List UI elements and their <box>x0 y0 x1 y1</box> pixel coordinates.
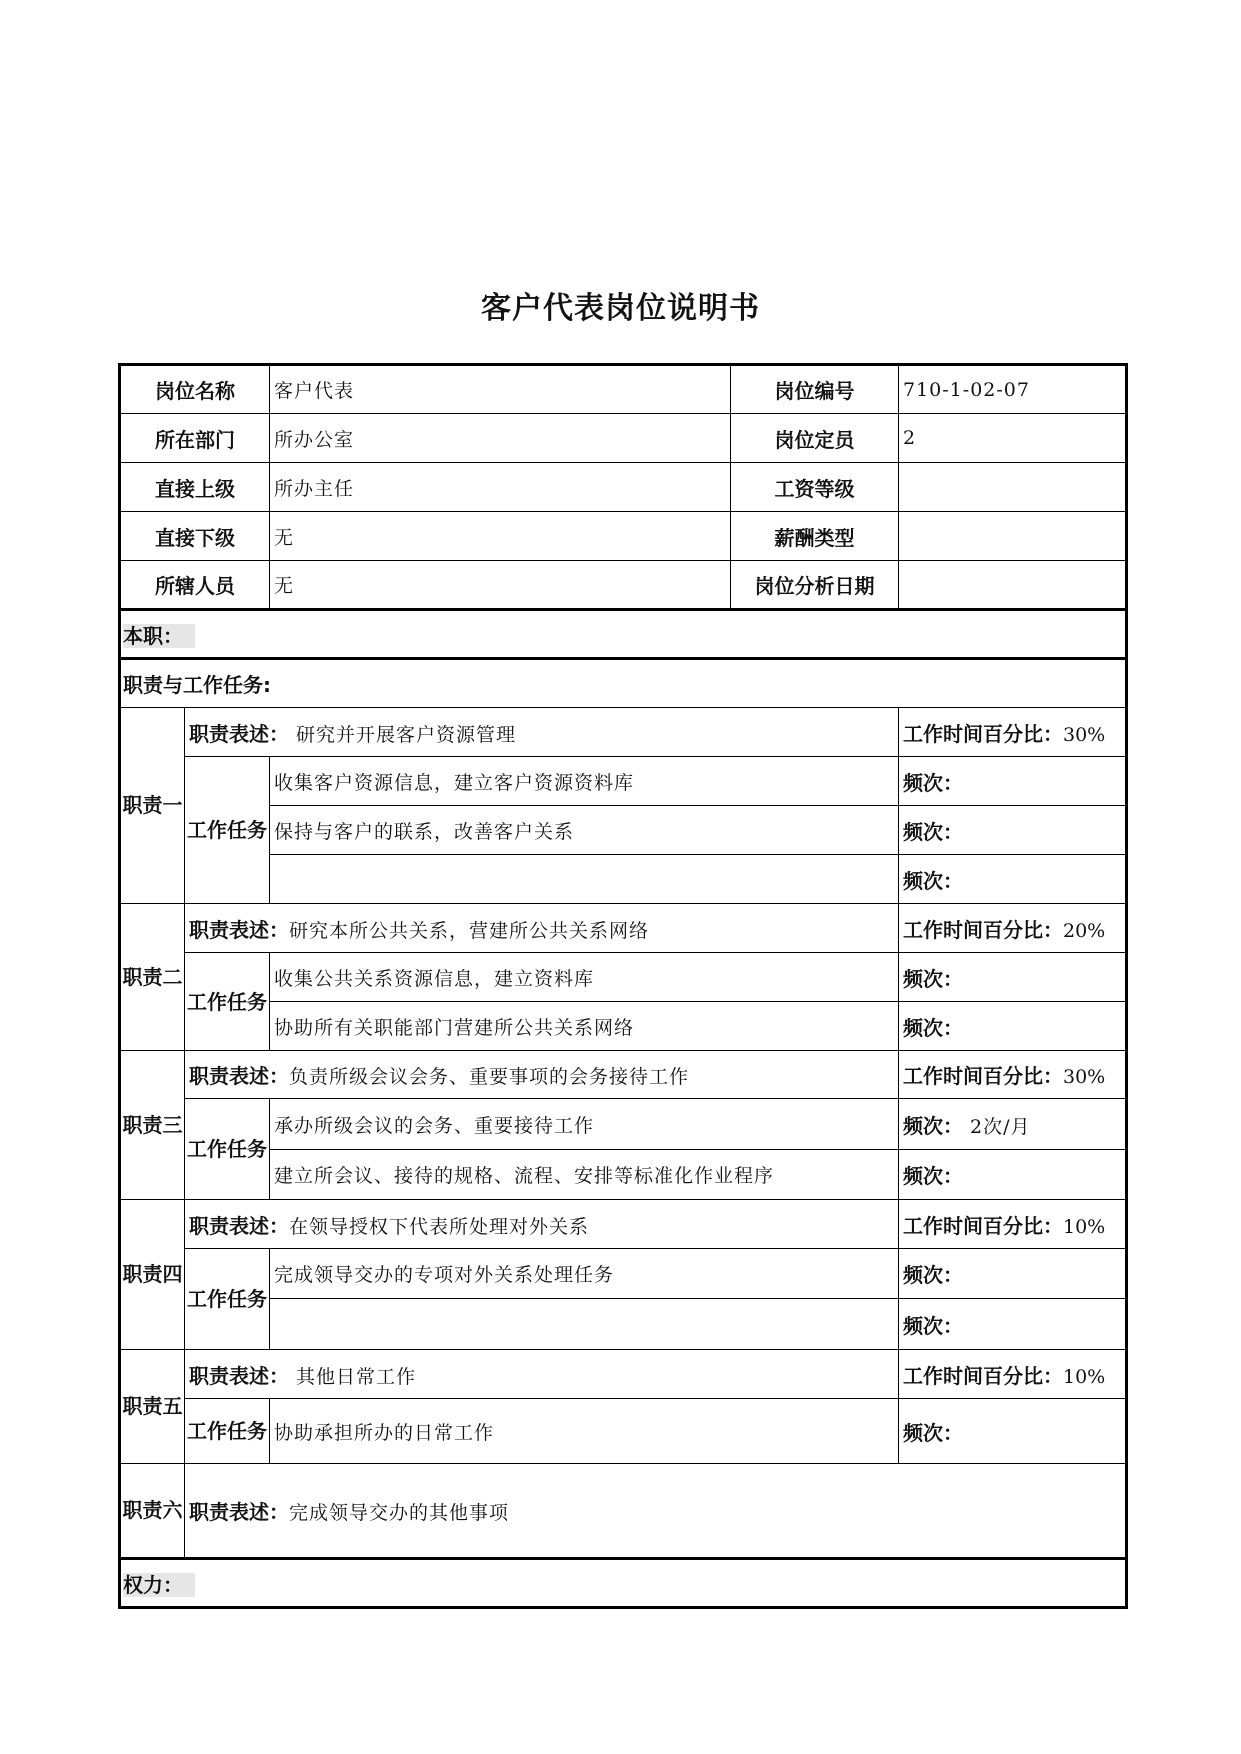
task-frequency <box>899 1249 1127 1299</box>
task-frequency <box>899 806 1127 855</box>
freq-key: 频次： <box>903 1113 963 1138</box>
section-benzhi-label: 本职： <box>123 624 195 648</box>
duty-description <box>185 708 899 757</box>
task-row <box>120 806 1127 855</box>
duty-description <box>185 1200 899 1249</box>
pct-key: 工作时间百分比： <box>903 917 1063 942</box>
freq-key: 频次： <box>903 1015 963 1040</box>
label-position-code: 岗位编号 <box>731 365 899 414</box>
document-title: 客户代表岗位说明书 <box>481 291 760 326</box>
duty-side-label: 职责一 <box>120 708 185 904</box>
duty-desc-text: 在领导授权下代表所处理对外关系 <box>289 1215 590 1238</box>
value-position-code: 710-1-02-07 <box>899 365 1127 414</box>
task-row <box>120 1002 1127 1051</box>
task-row <box>120 1099 1127 1150</box>
value-headcount: 2 <box>899 414 1127 463</box>
label-department: 所在部门 <box>120 414 270 463</box>
value-salary-grade <box>899 463 1127 512</box>
section-row <box>120 610 1127 659</box>
task-text: 协助所有关职能部门营建所公共关系网络 <box>270 1002 899 1051</box>
task-frequency <box>899 1002 1127 1051</box>
duty-side-label: 职责三 <box>120 1051 185 1200</box>
duty-desc-row <box>120 708 1127 757</box>
task-row <box>120 757 1127 806</box>
duty-description <box>185 1350 899 1399</box>
freq-key: 频次： <box>903 868 963 893</box>
info-row <box>120 512 1127 561</box>
duty-desc-key: 职责表述： <box>189 1500 289 1524</box>
task-row <box>120 1150 1127 1200</box>
pct-value: 20% <box>1063 919 1106 942</box>
value-position-name: 客户代表 <box>270 365 731 414</box>
duty-desc-text: 其他日常工作 <box>289 1365 417 1388</box>
duty-percent <box>899 708 1127 757</box>
section-benzhi <box>120 610 1127 659</box>
label-direct-subordinate: 直接下级 <box>120 512 270 561</box>
task-side-label: 工作任务 <box>185 953 270 1051</box>
info-row <box>120 365 1127 414</box>
duty-desc-key: 职责表述： <box>189 917 289 942</box>
duty-side-label: 职责四 <box>120 1200 185 1350</box>
task-row <box>120 1249 1127 1299</box>
duty-desc-text: 研究本所公共关系，营建所公共关系网络 <box>289 919 650 942</box>
label-headcount: 岗位定员 <box>731 414 899 463</box>
label-position-name: 岗位名称 <box>120 365 270 414</box>
task-row <box>120 953 1127 1002</box>
value-pay-type <box>899 512 1127 561</box>
pct-value: 10% <box>1063 1215 1106 1238</box>
section-row <box>120 1559 1127 1608</box>
duty-side-label: 职责六 <box>120 1464 185 1559</box>
duty-desc-key: 职责表述： <box>189 1064 289 1088</box>
duty-side-label: 职责二 <box>120 904 185 1051</box>
duty-side-label: 职责五 <box>120 1350 185 1464</box>
freq-key: 频次： <box>903 1420 963 1445</box>
task-frequency <box>899 1150 1127 1200</box>
task-frequency <box>899 757 1127 806</box>
task-text: 协助承担所办的日常工作 <box>270 1399 899 1464</box>
duty-desc-text: 研究并开展客户资源管理 <box>289 723 517 746</box>
freq-key: 频次： <box>903 770 963 795</box>
label-direct-superior: 直接上级 <box>120 463 270 512</box>
duty-desc-key: 职责表述： <box>189 1213 289 1238</box>
task-frequency <box>899 953 1127 1002</box>
value-staff: 无 <box>270 561 731 610</box>
pct-key: 工作时间百分比： <box>903 1213 1063 1238</box>
info-row <box>120 463 1127 512</box>
task-side-label: 工作任务 <box>185 1399 270 1464</box>
task-frequency <box>899 1399 1127 1464</box>
label-staff: 所辖人员 <box>120 561 270 610</box>
pct-key: 工作时间百分比： <box>903 1363 1063 1388</box>
task-frequency <box>899 855 1127 904</box>
duty-desc-row <box>120 1051 1127 1099</box>
task-frequency <box>899 1299 1127 1350</box>
task-row <box>120 1299 1127 1350</box>
duty-desc-key: 职责表述： <box>189 1363 289 1388</box>
task-frequency <box>899 1099 1127 1150</box>
duty-desc-text: 完成领导交办的其他事项 <box>289 1502 510 1524</box>
task-text: 收集公共关系资源信息，建立资料库 <box>270 953 899 1002</box>
task-text: 建立所会议、接待的规格、流程、安排等标准化作业程序 <box>270 1150 899 1200</box>
value-direct-superior: 所办主任 <box>270 463 731 512</box>
freq-key: 频次： <box>903 1263 963 1287</box>
section-duties-header: 职责与工作任务: <box>120 659 1127 708</box>
duty-desc-row <box>120 1350 1127 1399</box>
duty-description <box>185 1051 899 1099</box>
label-salary-grade: 工资等级 <box>731 463 899 512</box>
task-text <box>270 855 899 904</box>
duty-desc-key: 职责表述： <box>189 721 289 746</box>
label-pay-type: 薪酬类型 <box>731 512 899 561</box>
task-side-label: 工作任务 <box>185 757 270 904</box>
duty-percent <box>899 1350 1127 1399</box>
duty-desc-row <box>120 1464 1127 1559</box>
section-quanli-label: 权力： <box>123 1573 195 1597</box>
task-text <box>270 1299 899 1350</box>
task-text: 保持与客户的联系，改善客户关系 <box>270 806 899 855</box>
task-text: 收集客户资源信息，建立客户资源资料库 <box>270 757 899 806</box>
value-department: 所办公室 <box>270 414 731 463</box>
info-row <box>120 561 1127 610</box>
pct-value: 30% <box>1063 1066 1106 1088</box>
job-description-table <box>118 363 1128 1609</box>
duty-description <box>185 1464 1127 1559</box>
duty-percent <box>899 1051 1127 1099</box>
duty-percent <box>899 1200 1127 1249</box>
freq-key: 频次： <box>903 1313 963 1338</box>
section-row <box>120 659 1127 708</box>
freq-value: 2次/月 <box>963 1115 1031 1138</box>
pct-key: 工作时间百分比： <box>903 1064 1063 1088</box>
duty-description <box>185 904 899 953</box>
task-side-label: 工作任务 <box>185 1249 270 1350</box>
pct-key: 工作时间百分比： <box>903 721 1063 746</box>
section-quanli <box>120 1559 1127 1608</box>
freq-key: 频次： <box>903 966 963 991</box>
freq-key: 频次： <box>903 819 963 844</box>
pct-value: 10% <box>1063 1365 1106 1388</box>
freq-key: 频次： <box>903 1164 963 1188</box>
duty-percent <box>899 904 1127 953</box>
value-analysis-date <box>899 561 1127 610</box>
task-side-label: 工作任务 <box>185 1099 270 1200</box>
duty-desc-row <box>120 904 1127 953</box>
task-row <box>120 855 1127 904</box>
pct-value: 30% <box>1063 723 1106 746</box>
info-row <box>120 414 1127 463</box>
label-analysis-date: 岗位分析日期 <box>731 561 899 610</box>
task-text: 完成领导交办的专项对外关系处理任务 <box>270 1249 899 1299</box>
value-direct-subordinate: 无 <box>270 512 731 561</box>
task-row <box>120 1399 1127 1464</box>
duty-desc-row <box>120 1200 1127 1249</box>
task-text: 承办所级会议的会务、重要接待工作 <box>270 1099 899 1150</box>
duty-desc-text: 负责所级会议会务、重要事项的会务接待工作 <box>289 1066 690 1088</box>
